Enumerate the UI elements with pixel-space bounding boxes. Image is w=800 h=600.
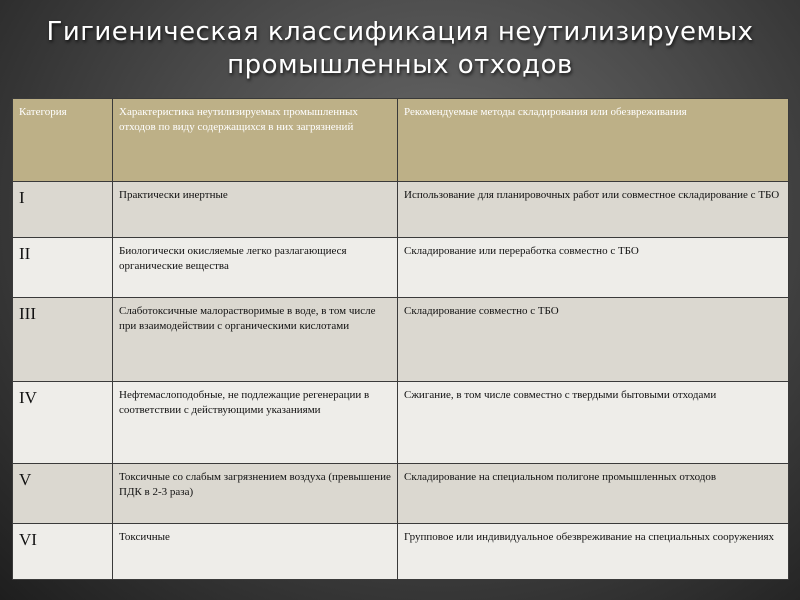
- category-cell: IV: [13, 382, 113, 464]
- classification-table: [12, 98, 789, 580]
- method-cell: Складирование на специальном полигоне промышленных отходов: [398, 464, 789, 524]
- characteristic-cell: Токсичные со слабым загрязнением воздуха (превышение ПДК в 2-3 раза): [113, 464, 398, 524]
- characteristic-cell: Слаботоксичные малорастворимые в воде, в том числе при взаимодействии с органическими кислотами: [113, 298, 398, 382]
- category-cell: V: [13, 464, 113, 524]
- category-cell: I: [13, 182, 113, 238]
- header-category: Категория: [13, 99, 113, 182]
- category-cell: VI: [13, 524, 113, 580]
- header-characteristic: Характеристика неутилизируемых промышленных отходов по виду содержащихся в них загрязнений: [113, 99, 398, 182]
- table-row: [13, 464, 789, 524]
- table-row: [13, 238, 789, 298]
- classification-table-container: [12, 98, 788, 580]
- category-cell: II: [13, 238, 113, 298]
- table-row: [13, 298, 789, 382]
- table-row: [13, 382, 789, 464]
- category-cell: III: [13, 298, 113, 382]
- header-method: Рекомендуемые методы складирования или обезвреживания: [398, 99, 789, 182]
- slide-title-line-1: Гигиеническая классификация неутилизируемых: [46, 17, 754, 47]
- characteristic-cell: Токсичные: [113, 524, 398, 580]
- characteristic-cell: Нефтемаслоподобные, не подлежащие регенерации в соответствии с действующими указаниями: [113, 382, 398, 464]
- method-cell: Складирование или переработка совместно с ТБО: [398, 238, 789, 298]
- slide-title: [20, 16, 780, 82]
- table-header-row: [13, 99, 789, 182]
- slide-title-line-2: промышленных отходов: [227, 50, 573, 80]
- characteristic-cell: Биологически окисляемые легко разлагающиеся органические вещества: [113, 238, 398, 298]
- method-cell: Сжигание, в том числе совместно с твердыми бытовыми отходами: [398, 382, 789, 464]
- characteristic-cell: Практически инертные: [113, 182, 398, 238]
- method-cell: Складирование совместно с ТБО: [398, 298, 789, 382]
- method-cell: Использование для планировочных работ или совместное складирование с ТБО: [398, 182, 789, 238]
- table-row: [13, 182, 789, 238]
- table-row: [13, 524, 789, 580]
- method-cell: Групповое или индивидуальное обезвреживание на специальных сооружениях: [398, 524, 789, 580]
